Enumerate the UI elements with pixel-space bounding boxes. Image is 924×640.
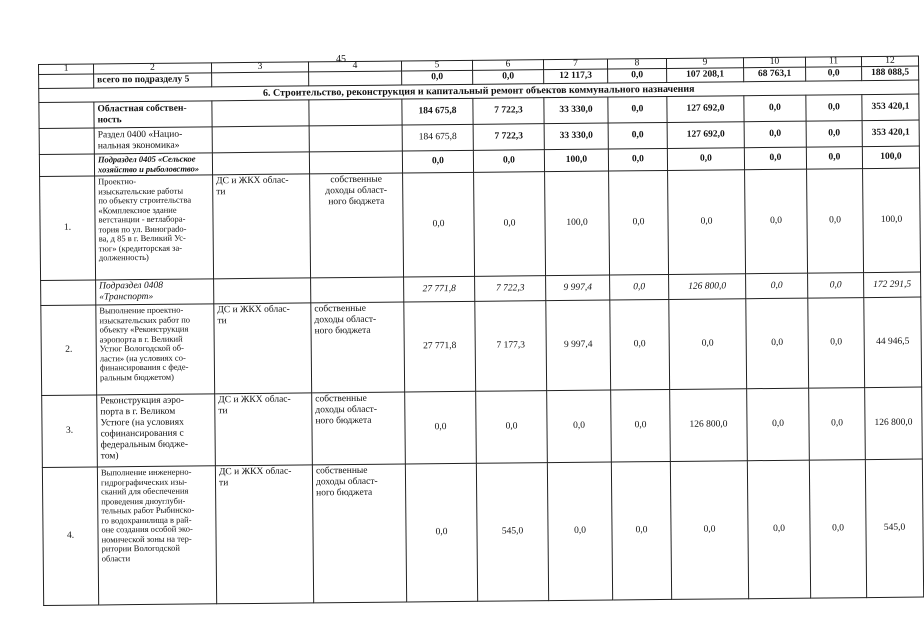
cell-value: 0,0 [610,299,670,390]
cell-value: 0,0 [747,388,810,461]
summary-value: 0,0 [806,121,862,148]
cell-value: 0,0 [611,389,671,462]
object-name: Выполнение инженерно- гидрографических изы- сканий для обеспечения проведения дноуглуби- тельных работ Рыбинско- го водохранилища в рай- оне создания особой эко- номической зоны на тер- ритории Вологодской области [97,466,216,605]
summary-value: 0,0 [608,122,667,149]
cell-value: 0,0 [611,461,671,600]
cell-value: 0,0 [747,460,810,599]
column-number: 10 [743,57,805,68]
subtotal-value: 0,0 [473,70,544,85]
summary-value: 0,0 [402,150,473,173]
budget-table [38,56,924,606]
cell-value: 100,0 [863,168,921,273]
column-number: 1 [39,64,94,75]
column-number: 5 [401,60,472,71]
executor: ДС и ЖКХ облас- ти [213,174,311,279]
cell-value: 0,0 [670,461,748,600]
cell-value: 0,0 [405,463,477,602]
table-row [42,459,923,605]
cell-value: 27 771,8 [404,301,476,392]
subtotal-value: 0,0 [806,67,862,82]
summary-value: 127 692,0 [667,96,744,123]
row-number: 3. [42,395,98,468]
column-number: 7 [543,59,607,70]
table-row [41,297,922,395]
table-row [42,387,923,467]
cell-value: 9 997,4 [546,275,610,301]
column-number: 9 [666,58,743,69]
column-number: 4 [308,61,401,72]
summary-value: 0,0 [608,148,667,171]
summary-value: 0,0 [744,95,806,122]
column-number: 6 [472,60,543,71]
summary-value: 0,0 [806,147,862,170]
summary-value: 184 675,8 [402,98,473,125]
summary-value: 0,0 [744,147,806,170]
cell-value: 27 771,8 [404,276,475,302]
cell-value: 0,0 [609,170,669,275]
cell-value: 0,0 [403,172,475,277]
cell-value: 7 177,3 [475,301,547,392]
summary-label: Подраздел 0405 «Сельское хозяйство и рыболовство» [94,153,212,176]
summary-value: 0,0 [744,121,806,148]
cell-value: 0,0 [807,169,864,274]
summary-value: 184 675,8 [402,124,473,151]
summary-value: 33 330,0 [544,97,608,124]
object-name: Проектно- изыскательские работы по объекту строительства «Комплексное здание ветстанции - ветлабора- тория по ул. Винограdo- ва, д 85 в г. Великий Ус- тюг» (кредиторская за- долженность) [95,175,214,280]
cell-value: 0,0 [808,273,864,299]
executor: ДС и ЖКХ облас- ти [215,393,313,466]
summary-value: 353 420,1 [862,94,919,121]
subtotal-value: 0,0 [402,70,473,85]
summary-value: 100,0 [862,146,919,169]
funding-source: собственные доходы област- ного бюджета [312,392,406,465]
funding-source: собственные доходы област- ного бюджета [310,173,404,278]
cell-value: 0,0 [746,273,808,299]
object-name: Реконструкция аэро- порта в г. Великом Устюге (на условиях софинансирования с федеральным бюдже- том) [97,394,216,467]
summary-value: 0,0 [806,95,862,122]
column-number: 3 [211,62,308,73]
summary-value: 100,0 [544,149,608,172]
row-number: 1. [40,176,96,281]
cell-value: 0,0 [809,460,866,599]
column-number: 11 [805,57,861,68]
cell-value: 0,0 [610,274,669,300]
subtotal-value: 107 208,1 [667,68,744,83]
cell-value: 0,0 [745,169,808,274]
cell-value: 0,0 [547,390,612,463]
subsection-label: Подраздел 0408 «Транспорт» [96,279,214,305]
table-row [40,168,921,280]
summary-value: 127 692,0 [667,122,744,149]
cell-value: 44 946,5 [864,297,922,388]
row-number: 4. [42,467,98,606]
cell-value: 0,0 [746,298,809,389]
cell-value: 0,0 [669,299,747,390]
cell-value: 0,0 [547,462,612,601]
cell-value: 126 800,0 [865,387,923,460]
cell-value: 545,0 [865,459,923,598]
summary-value: 7 722,3 [473,98,544,125]
section-title: 6. Строительство, реконструкция и капитальный ремонт объектов коммунального назначения [39,80,919,102]
funding-source: собственные доходы област- ного бюджета [312,464,406,603]
cell-value: 126 800,0 [669,274,746,300]
cell-value: 9 997,4 [546,300,611,391]
row-number: 2. [41,305,97,396]
cell-value: 0,0 [474,172,546,277]
cell-value: 545,0 [476,463,548,602]
cell-value: 7 722,3 [475,276,546,302]
cell-value: 126 800,0 [670,389,748,462]
subtotal-value: 68 763,1 [744,67,806,82]
summary-value: 0,0 [667,148,744,171]
subtotal-value: 188 088,5 [862,66,919,81]
column-number: 2 [94,63,212,74]
cell-value: 0,0 [808,298,865,389]
cell-value: 0,0 [809,388,866,461]
subtotal-value: 12 117,3 [544,69,608,84]
cell-value: 0,0 [668,170,746,275]
object-name: Выполнение проектно- изыскательских работ по объекту «Реконструкция аэропорта в г. Великий Устюг Вологодской об- ласти» (на условиях со- финансирования с феде- ральным бюджетом) [96,304,215,395]
executor: ДС и ЖКХ облас- ти [215,465,313,604]
summary-label: Областная собствен- ность [94,101,212,128]
summary-value: 0,0 [608,96,667,123]
cell-value: 0,0 [405,391,477,464]
page-number: 45 [336,54,346,65]
summary-value: 33 330,0 [544,123,608,150]
cell-value: 172 291,5 [864,272,921,298]
summary-value: 7 722,3 [473,124,544,151]
column-number: 8 [607,58,666,69]
funding-source: собственные доходы област- ного бюджета [311,302,405,393]
summary-value: 0,0 [473,150,544,173]
column-number: 12 [861,56,918,67]
subtotal-label: всего по подразделу 5 [94,73,212,88]
executor: ДС и ЖКХ облас- ти [214,303,312,394]
summary-value: 353 420,1 [862,120,919,147]
cell-value: 100,0 [545,171,610,276]
summary-label: Раздел 0400 «Нациo- нальная экономика» [94,127,212,154]
cell-value: 0,0 [476,391,548,464]
subtotal-value: 0,0 [608,68,667,83]
